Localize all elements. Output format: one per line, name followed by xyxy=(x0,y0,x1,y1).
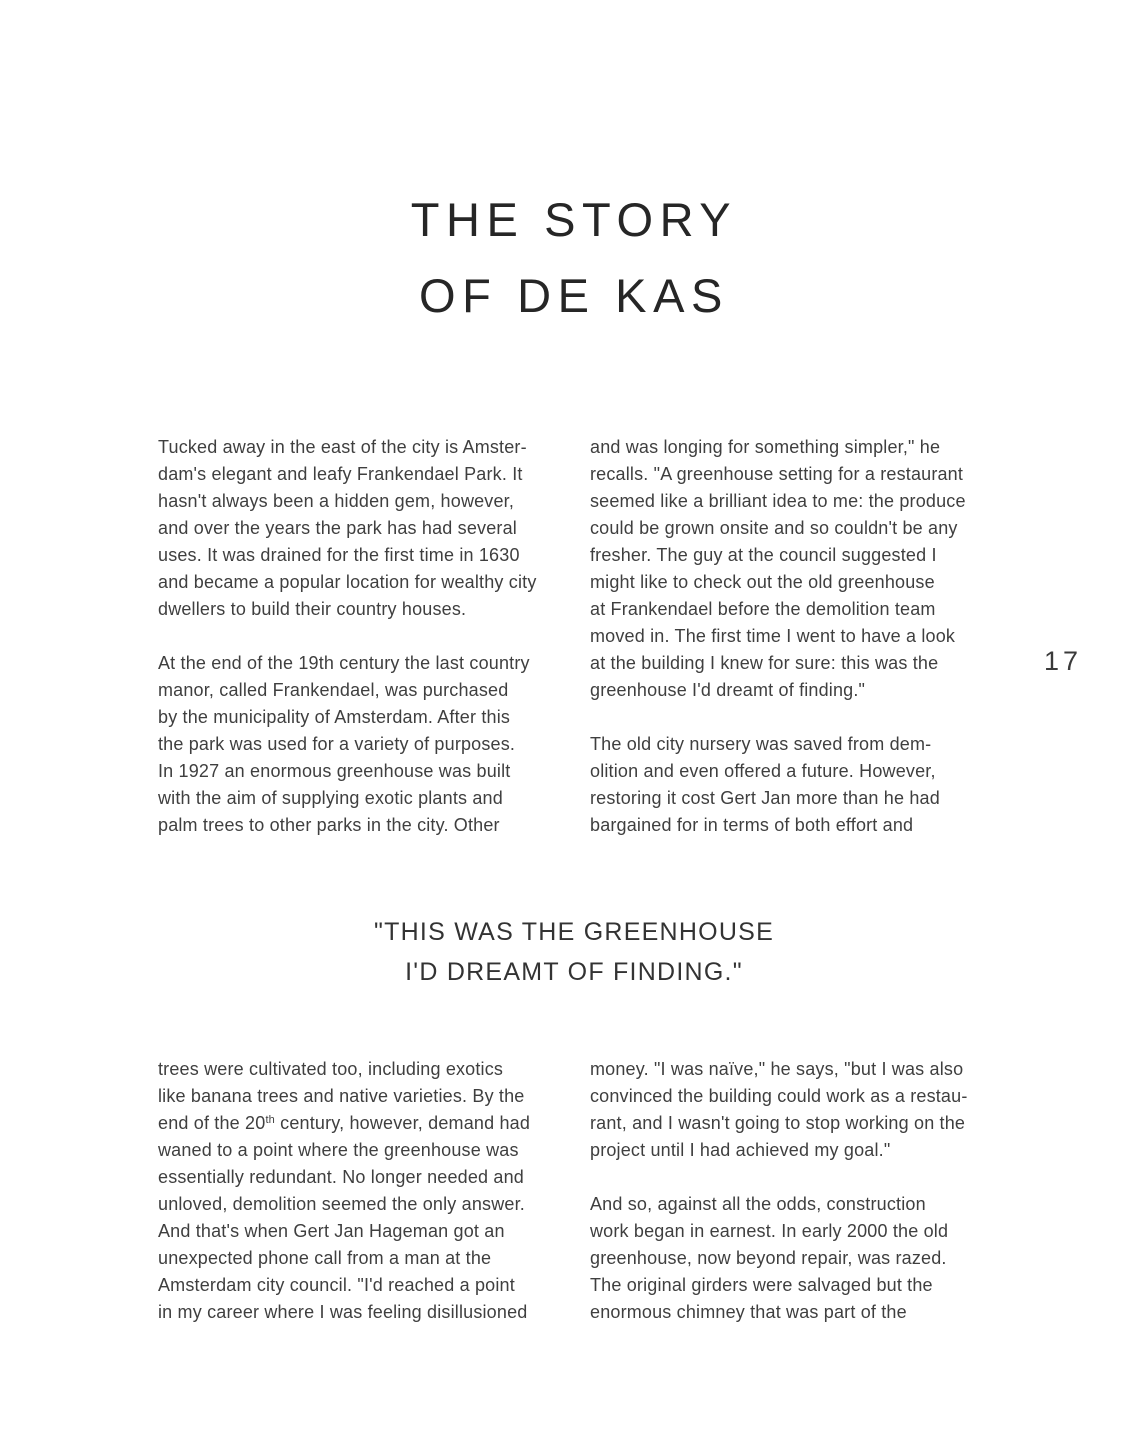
paragraph xyxy=(590,1191,1000,1326)
text-line: And so, against all the odds, construction xyxy=(590,1194,926,1214)
text-line: hasn't always been a hidden gem, however, xyxy=(158,491,515,511)
pull-quote xyxy=(158,912,990,992)
text-line: recalls. "A greenhouse setting for a restaurant xyxy=(590,464,964,484)
text-line: greenhouse I'd dreamt of finding." xyxy=(590,680,866,700)
text-line: uses. It was drained for the first time in 1630 xyxy=(158,545,520,565)
superscript: th xyxy=(265,1114,275,1126)
text-line: in my career where I was feeling disillusioned xyxy=(158,1302,528,1322)
text-line: palm trees to other parks in the city. Other xyxy=(158,815,500,835)
text-line: the park was used for a variety of purposes. xyxy=(158,734,516,754)
paragraph xyxy=(158,434,568,623)
bottom-left-column xyxy=(158,1056,568,1326)
text-line: and was longing for something simpler," he xyxy=(590,437,941,457)
text-line: The original girders were salvaged but the xyxy=(590,1275,933,1295)
text-line: The old city nursery was saved from dem- xyxy=(590,734,932,754)
text-line: at Frankendael before the demolition team xyxy=(590,599,936,619)
text-line: rant, and I wasn't going to stop working on the xyxy=(590,1113,966,1133)
top-left-column xyxy=(158,434,568,839)
pull-quote-line-1: "THIS WAS THE GREENHOUSE xyxy=(373,918,775,946)
text-line: bargained for in terms of both effort and xyxy=(590,815,914,835)
text-line: enormous chimney that was part of the xyxy=(590,1302,907,1322)
text-line: dam's elegant and leafy Frankendael Park. It xyxy=(158,464,523,484)
text-line: trees were cultivated too, including exotics xyxy=(158,1059,504,1079)
bottom-right-column xyxy=(590,1056,1000,1326)
page-title-line-2: OF DE KAS xyxy=(419,269,729,322)
text-line: essentially redundant. No longer needed and xyxy=(158,1167,524,1187)
top-right-column xyxy=(590,434,1000,839)
page-title xyxy=(158,182,990,334)
text-line: Amsterdam city council. "I'd reached a point xyxy=(158,1275,515,1295)
text-line: unloved, demolition seemed the only answer. xyxy=(158,1194,525,1214)
paragraph xyxy=(590,434,1000,704)
text-line: and became a popular location for wealthy city xyxy=(158,572,537,592)
page-number: 17 xyxy=(1044,646,1083,676)
text-line: end of the 20th century, however, demand had xyxy=(158,1113,531,1133)
text-line: At the end of the 19th century the last country xyxy=(158,653,530,673)
text-line: In 1927 an enormous greenhouse was built xyxy=(158,761,511,781)
text-line: moved in. The first time I went to have a look xyxy=(590,626,956,646)
text-line: Tucked away in the east of the city is Amster- xyxy=(158,437,527,457)
text-line: unexpected phone call from a man at the xyxy=(158,1248,492,1268)
text-line: like banana trees and native varieties. By the xyxy=(158,1086,525,1106)
text-line: with the aim of supplying exotic plants and xyxy=(158,788,503,808)
text-line: And that's when Gert Jan Hageman got an xyxy=(158,1221,505,1241)
page-title-line-1: THE STORY xyxy=(410,193,738,246)
paragraph xyxy=(590,731,1000,839)
text-line: convinced the building could work as a restau- xyxy=(590,1086,968,1106)
text-line: waned to a point where the greenhouse was xyxy=(158,1140,519,1160)
text-line: fresher. The guy at the council suggested I xyxy=(590,545,937,565)
paragraph xyxy=(158,1056,568,1326)
text-line: and over the years the park has had several xyxy=(158,518,517,538)
pull-quote-line-2: I'D DREAMT OF FINDING." xyxy=(405,958,743,986)
text-line: at the building I knew for sure: this was the xyxy=(590,653,939,673)
text-line: work began in earnest. In early 2000 the old xyxy=(590,1221,949,1241)
text-line: could be grown onsite and so couldn't be any xyxy=(590,518,958,538)
text-line: restoring it cost Gert Jan more than he had xyxy=(590,788,940,808)
paragraph xyxy=(158,650,568,839)
paragraph xyxy=(590,1056,1000,1164)
text-line: money. "I was naïve," he says, "but I was also xyxy=(590,1059,964,1079)
text-line: dwellers to build their country houses. xyxy=(158,599,467,619)
text-line: manor, called Frankendael, was purchased xyxy=(158,680,509,700)
text-line: by the municipality of Amsterdam. After this xyxy=(158,707,511,727)
text-line: might like to check out the old greenhouse xyxy=(590,572,935,592)
text-line: project until I had achieved my goal." xyxy=(590,1140,891,1160)
text-line: seemed like a brilliant idea to me: the produce xyxy=(590,491,966,511)
text-line: greenhouse, now beyond repair, was razed. xyxy=(590,1248,947,1268)
text-line: olition and even offered a future. However, xyxy=(590,761,936,781)
